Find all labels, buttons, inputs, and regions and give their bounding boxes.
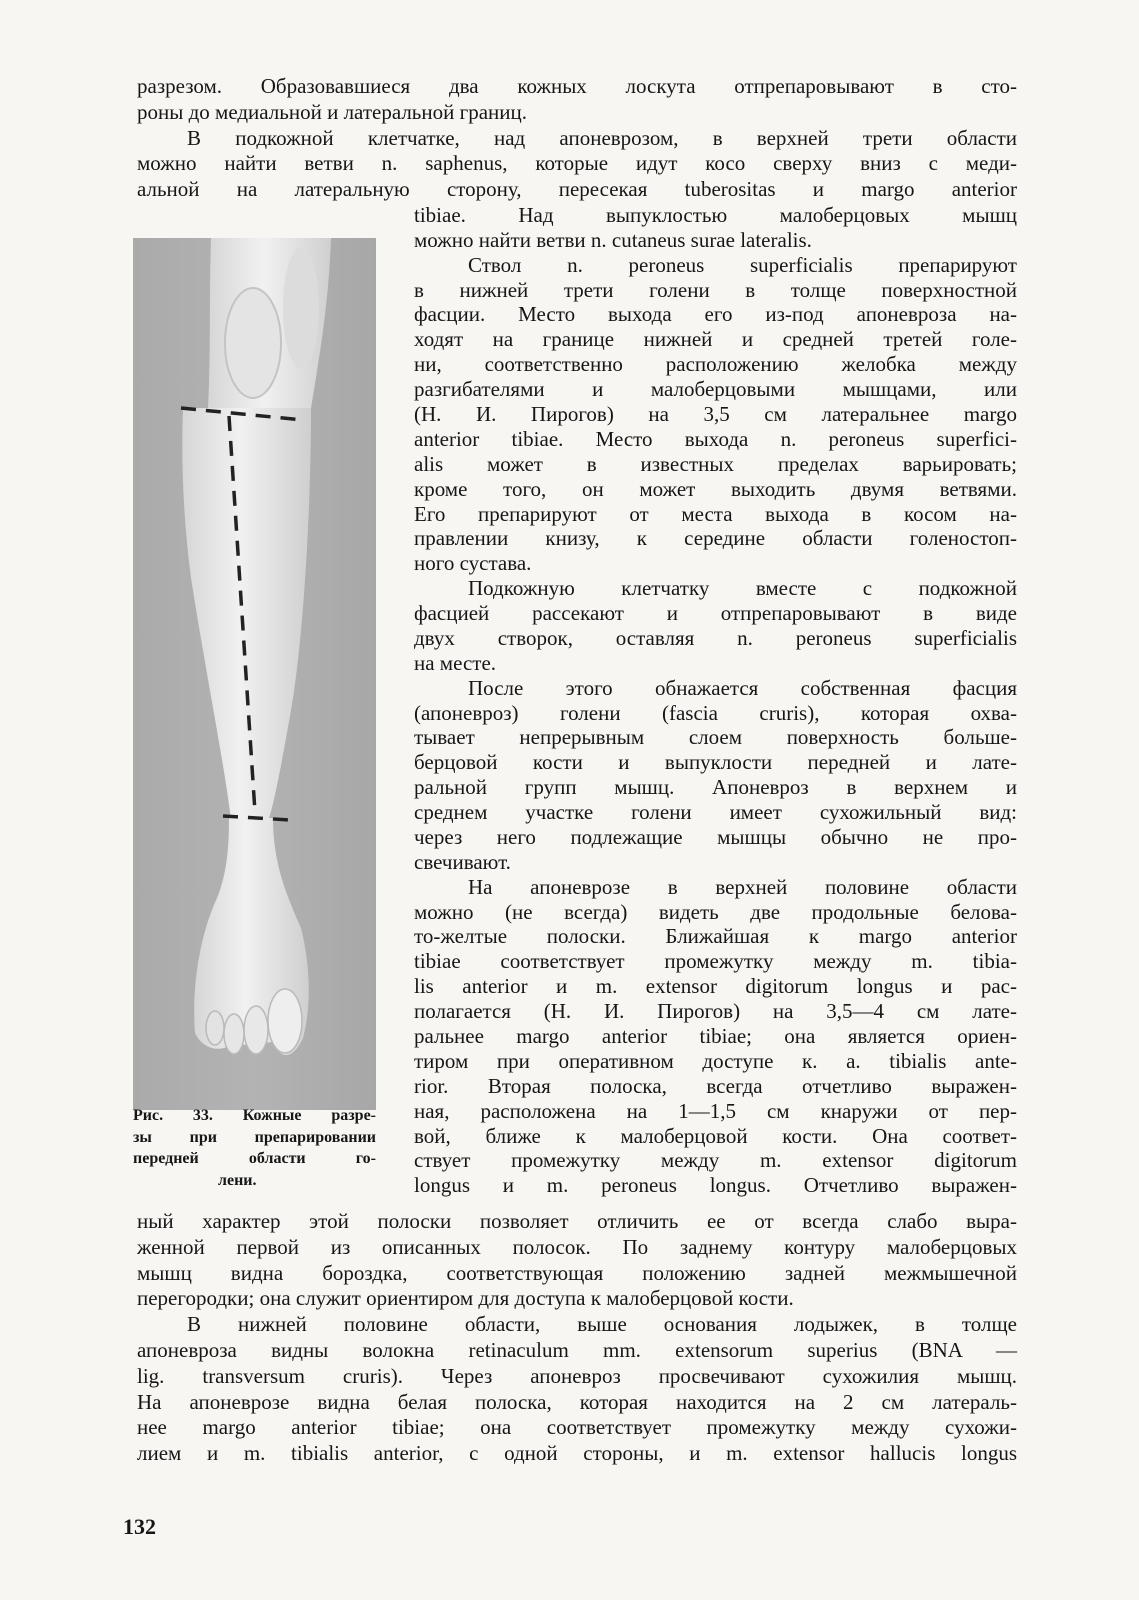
text-line-side-28: На апоневрозе в верхней половине области bbox=[468, 874, 1017, 899]
text-line-side-13: Его препарируют от места выхода в косом на- bbox=[414, 501, 1017, 526]
text-line-side-6: ходят на границе нижней и средней третей голе- bbox=[414, 327, 1017, 352]
text-line-side-16: Подкожную клетчатку вместе с подкожной bbox=[468, 576, 1017, 601]
text-line-side-7: ни, соответственно расположению желобка между bbox=[414, 352, 1017, 377]
text-line-side-23: берцовой кости и выпуклости передней и лате- bbox=[414, 750, 1017, 775]
text-line-side-4: в нижней трети голени в толще поверхностной bbox=[414, 277, 1017, 302]
leg-photo bbox=[133, 238, 376, 1110]
text-line-bottom-6: апоневроза видны волокна retinaculum mm. extensorum superius (BNA — bbox=[137, 1338, 1017, 1362]
text-line-side-36: rior. Вторая полоска, всегда отчетливо выражен- bbox=[414, 1073, 1017, 1098]
text-line-bottom-1: ный характер этой полоски позволяет отличить ее от всегда слабо выра- bbox=[137, 1209, 1017, 1233]
figure-caption-line-3: передней области го- bbox=[133, 1150, 376, 1167]
text-line-side-12: кроме того, он может выходить двумя ветвями. bbox=[414, 476, 1017, 501]
text-line-side-3: Ствол n. peroneus superficialis препарируют bbox=[468, 252, 1017, 277]
text-line-side-39: ствует промежутку между m. extensor digitorum bbox=[414, 1148, 1017, 1173]
text-line-side-34: ральнее margo anterior tibiae; она является ориен- bbox=[414, 1023, 1017, 1048]
text-line-side-33: полагается (Н. И. Пирогов) на 3,5—4 см лате- bbox=[414, 999, 1017, 1024]
text-line-top-5: альной на латеральную сторону, пересекая tuberositas и margo anterior bbox=[137, 177, 1017, 202]
figure-caption-line-4: лени. bbox=[218, 1171, 257, 1189]
text-line-bottom-7: lig. transversum cruris). Через апоневроз просвечивают сухожилия мышц. bbox=[137, 1363, 1017, 1388]
text-line-side-9: (Н. И. Пирогов) на 3,5 см латеральнее margo bbox=[414, 401, 1017, 426]
text-line-side-20: После этого обнажается собственная фасция bbox=[468, 675, 1017, 700]
text-line-side-18: двух створок, оставляя n. peroneus superficialis bbox=[414, 625, 1017, 650]
text-line-bottom-3: мышц видна бороздка, соответствующая положению задней межмышечной bbox=[137, 1260, 1017, 1285]
text-line-bottom-4: перегородки; она служит ориентиром для доступа к малоберцовой кости. bbox=[137, 1286, 794, 1311]
figure-caption-line-1: Рис. 33. Кожные разре- bbox=[133, 1107, 376, 1124]
text-line-bottom-5: В нижней половине области, выше основания лодыжек, в толще bbox=[187, 1312, 1017, 1337]
figure-caption-line-2: зы при препарировании bbox=[133, 1128, 376, 1146]
text-line-bottom-9: нее margo anterior tibiae; она соответствует промежутку между сухожи- bbox=[137, 1415, 1017, 1440]
text-line-side-37: ная, расположена на 1—1,5 см кнаружи от пер- bbox=[414, 1098, 1017, 1123]
text-line-side-40: longus и m. peroneus longus. Отчетливо выражен- bbox=[414, 1173, 1017, 1198]
text-line-side-19: на месте. bbox=[414, 650, 497, 675]
text-line-side-25: среднем участке голени имеет сухожильный вид: bbox=[414, 800, 1017, 824]
text-line-side-17: фасцией рассекают и отпрепаровывают в виде bbox=[414, 601, 1017, 625]
leg-illustration bbox=[133, 238, 376, 1110]
text-line-bottom-8: На апоневрозе видна белая полоска, которая находится на 2 см латераль- bbox=[137, 1389, 1017, 1414]
text-line-side-26: через него подлежащие мышцы обычно не про- bbox=[414, 824, 1017, 849]
text-line-side-27: свечивают. bbox=[414, 849, 511, 874]
text-line-side-8: разгибателями и малоберцовыми мышцами, или bbox=[414, 377, 1017, 402]
text-line-side-24: ральной групп мышц. Апоневроз в верхнем и bbox=[414, 775, 1017, 800]
text-line-side-21: (апоневроз) голени (fascia cruris), которая охва- bbox=[414, 700, 1017, 725]
text-line-side-10: anterior tibiae. Место выхода n. peroneus superfici- bbox=[414, 426, 1017, 451]
text-line-side-5: фасции. Место выхода его из-под апоневроза на- bbox=[414, 302, 1017, 327]
text-line-side-32: lis anterior и m. extensor digitorum longus и рас- bbox=[414, 974, 1017, 999]
text-line-top-2: роны до медиальной и латеральной границ. bbox=[137, 99, 528, 124]
text-line-side-35: тиром при оперативном доступе к. a. tibialis ante- bbox=[414, 1048, 1017, 1073]
text-line-top-3: В подкожной клетчатке, над апоневрозом, в верхней трети области bbox=[187, 125, 1017, 150]
text-line-side-1: tibiae. Над выпуклостью малоберцовых мышц bbox=[414, 202, 1017, 227]
text-line-side-38: вой, ближе к малоберцовой кости. Она соответ- bbox=[414, 1123, 1017, 1148]
text-line-side-29: можно (не всегда) видеть две продольные белова- bbox=[414, 899, 1017, 924]
text-line-side-11: alis может в известных пределах варьировать; bbox=[414, 451, 1017, 476]
text-line-side-31: tibiae соответствует промежутку между m. tibia- bbox=[414, 949, 1017, 974]
text-line-top-4: можно найти ветви n. saphenus, которые идут косо сверху вниз с меди- bbox=[137, 151, 1017, 176]
text-line-side-15: ного сустава. bbox=[414, 551, 532, 576]
text-line-side-14: правлении книзу, к середине области голеностоп- bbox=[414, 526, 1017, 551]
text-line-bottom-2: женной первой из описанных полосок. По заднему контуру малоберцовых bbox=[137, 1234, 1017, 1259]
text-line-side-30: то-желтые полоски. Ближайшая к margo anterior bbox=[414, 924, 1017, 949]
text-line-side-2: можно найти ветви n. cutaneus surae lateralis. bbox=[414, 227, 812, 252]
page-number: 132 bbox=[123, 1514, 156, 1539]
text-line-bottom-10: лием и m. tibialis anterior, с одной стороны, и m. extensor hallucis longus bbox=[137, 1441, 1017, 1466]
text-line-side-22: тывает непрерывным слоем поверхность больше- bbox=[414, 725, 1017, 750]
text-line-top-1: разрезом. Образовавшиеся два кожных лоскута отпрепаровывают в сто- bbox=[137, 74, 1017, 98]
